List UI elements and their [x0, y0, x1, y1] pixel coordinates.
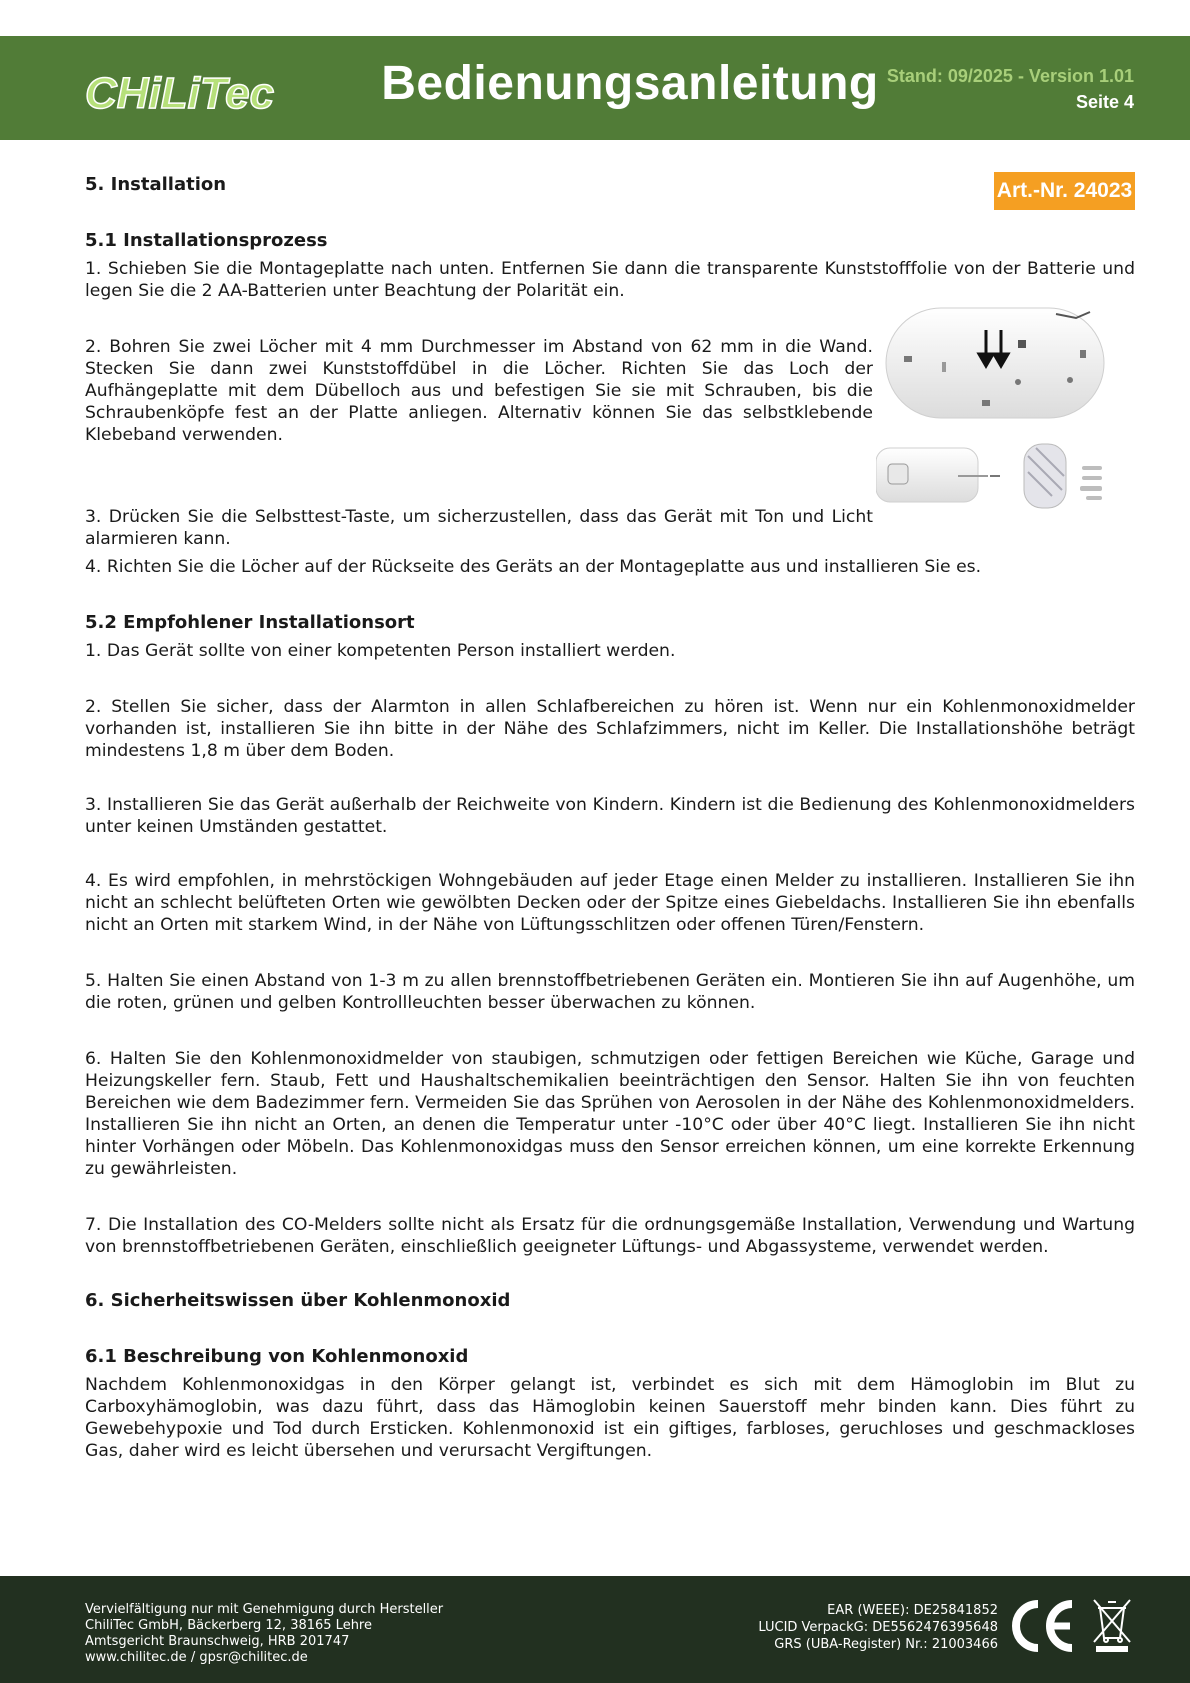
- device-mounting-illustration: [876, 300, 1116, 512]
- mounting-plate: [886, 308, 1104, 418]
- paragraph: 1. Das Gerät sollte von einer kompetenten Person installiert werden.: [85, 641, 676, 661]
- version-stand: Stand: 09/2025 - Version 1.01: [886, 66, 1134, 86]
- page-header: [0, 36, 1190, 140]
- paragraph: 7. Die Installation des CO-Melders sollte nicht als Ersatz für die ordnungsgemäße Installation, Verwendung und Wartung von brennstoffbetriebenen Geräten, einschließlich geeigneter Lüftungs- und Abgassysteme, verwendet werden.: [85, 1215, 1135, 1257]
- footer-line: Amtsgericht Braunschweig, HRB 201747: [85, 1634, 350, 1649]
- logo-text: CHiLiTec: [85, 70, 275, 114]
- plate-hole: [1067, 377, 1073, 383]
- plate-hole: [1015, 379, 1021, 385]
- footer-line: LUCID VerpackG: DE5562476395648: [758, 1620, 998, 1635]
- plate-slot: [982, 400, 990, 406]
- document-title: Bedienungsanleitung: [381, 57, 879, 110]
- footer-company-info: [85, 1602, 443, 1666]
- plate-slot: [1080, 350, 1086, 358]
- page-footer: [0, 1576, 1190, 1683]
- paragraph: 4. Richten Sie die Löcher auf der Rückseite des Geräts an der Montageplatte aus und installieren Sie es.: [85, 557, 982, 577]
- page-number: Seite 4: [1075, 92, 1134, 112]
- paragraph: 4. Es wird empfohlen, in mehrstöckigen Wohngebäuden auf jeder Etage einen Melder zu installieren. Installieren Sie ihn nicht an schlecht belüfteten Orten wie gewölbten Decken oder der Spitze eines Giebeldachs. Installieren Sie ihn ebenfalls nicht an Orten mit starkem Wind, in der Nähe von Lüftungsschlitzen oder offenen Türen/Fenstern.: [85, 871, 1135, 935]
- paragraph: Nachdem Kohlenmonoxidgas in den Körper gelangt ist, verbindet es sich mit dem Hämoglobin im Blut zu Carboxyhämoglobin, was dazu führt, dass das Hämoglobin keinen Sauerstoff mehr binden kann. Dies führt zu Gewebehypoxie und Tod durch Ersticken. Kohlenmonoxid ist ein giftiges, farbloses, geruchloses und geschmackloses Gas, daher wird es leicht übersehen und verursacht Vergiftungen.: [85, 1375, 1135, 1461]
- footer-line: EAR (WEEE): DE25841852: [827, 1603, 998, 1618]
- footer-line: ChiliTec GmbH, Bäckerberg 12, 38165 Lehre: [85, 1618, 372, 1633]
- plate-slot: [942, 362, 946, 372]
- paragraph: 3. Drücken Sie die Selbsttest-Taste, um sicherzustellen, dass das Gerät mit Ton und Licht alarmieren kann.: [85, 507, 873, 549]
- article-number-badge: Art.-Nr. 24023: [994, 172, 1135, 210]
- section-6-title: 6. Sicherheitswissen über Kohlenmonoxid: [85, 1290, 511, 1311]
- device-button: [888, 464, 908, 484]
- footer-line: Vervielfältigung nur mit Genehmigung durch Hersteller: [85, 1602, 444, 1617]
- paragraph: 2. Stellen Sie sicher, dass der Alarmton in allen Schlafbereichen zu hören ist. Wenn nur ein Kohlenmonoxidmelder vorhanden ist, installieren Sie ihn bitte in der Nähe des Schlafzimmers, nicht im Keller. Die Installationshöhe beträgt mindestens 1,8 m über dem Boden.: [85, 697, 1135, 761]
- paragraph: 6. Halten Sie den Kohlenmonoxidmelder von staubigen, schmutzigen oder fettigen Bereichen wie Küche, Garage und Heizungskeller fern. Staub, Fett und Haushaltschemikalien beeinträchtigen den Sensor. Halten Sie ihn von feuchten Bereichen wie dem Badezimmer fern. Vermeiden Sie das Sprühen von Aerosolen in der Nähe des Kohlenmonoxidmelders. Installieren Sie ihn nicht an Orten, an denen die Temperatur unter -10°C oder über 40°C liegt. Installieren Sie ihn nicht hinter Vorhängen oder Möbeln. Das Kohlenmonoxidgas muss den Sensor erreichen können, um eine korrekte Erkennung zu gewährleisten.: [85, 1049, 1135, 1179]
- section-5-1-title: 5.1 Installationsprozess: [85, 230, 328, 251]
- footer-registration-info: [758, 1602, 998, 1653]
- paragraph: 5. Halten Sie einen Abstand von 1-3 m zu allen brennstoffbetriebenen Geräten ein. Montieren Sie ihn auf Augenhöhe, um die roten, grünen und gelben Kontrollleuchten besser überwachen zu können.: [85, 971, 1135, 1013]
- adhesive-pad: [1024, 444, 1066, 508]
- plate-slot: [1018, 340, 1026, 348]
- chilitec-logo: [85, 70, 315, 114]
- section-6-1-title: 6.1 Beschreibung von Kohlenmonoxid: [85, 1346, 469, 1367]
- screws-and-dowels: [1080, 466, 1102, 500]
- paragraph: 2. Bohren Sie zwei Löcher mit 4 mm Durchmesser im Abstand von 62 mm in die Wand. Stecken Sie dann zwei Kunststoffdübel in die Löcher. Richten Sie das Loch der Aufhängeplatte mit dem Dübelloch aus und befestigen Sie sie mit Schrauben, bis die Schraubenköpfe fest an der Platte anliegen. Alternativ können Sie das selbstklebende Klebeband verwenden.: [85, 337, 873, 445]
- section-5-2-title: 5.2 Empfohlener Installationsort: [85, 612, 415, 633]
- section-5-title: 5. Installation: [85, 174, 227, 195]
- plate-slot: [904, 356, 912, 362]
- footer-line: www.chilitec.de / gpsr@chilitec.de: [85, 1650, 308, 1665]
- paragraph: 3. Installieren Sie das Gerät außerhalb der Reichweite von Kindern. Kindern ist die Bedienung des Kohlenmonoxidmelders unter keinen Umständen gestattet.: [85, 795, 1135, 837]
- footer-line: GRS (UBA-Register) Nr.: 21003466: [774, 1637, 998, 1652]
- ce-mark-icon: [1008, 1596, 1078, 1656]
- paragraph: 1. Schieben Sie die Montageplatte nach unten. Entfernen Sie dann die transparente Kunststofffolie von der Batterie und legen Sie die 2 AA-Batterien unter Beachtung der Polarität ein.: [85, 259, 1135, 301]
- weee-bin-icon: [1090, 1596, 1134, 1654]
